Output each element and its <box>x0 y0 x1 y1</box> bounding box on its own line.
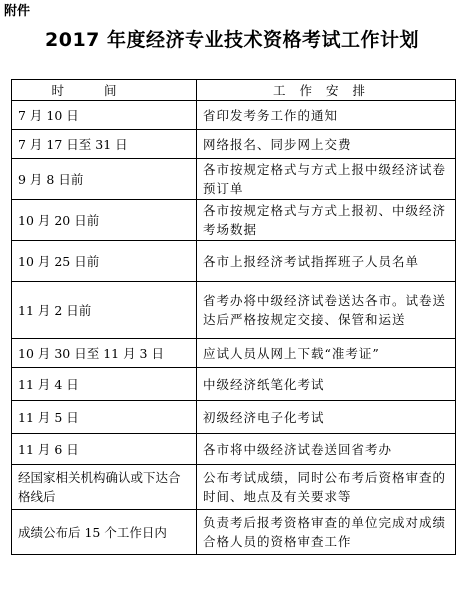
time-cell: 7 月 10 日 <box>12 101 197 130</box>
time-cell: 7 月 17 日至 31 日 <box>12 130 197 159</box>
time-cell: 11 月 5 日 <box>12 401 197 434</box>
time-cell: 经国家相关机构确认或下达合格线后 <box>12 465 197 510</box>
attachment-label: 附件 <box>4 4 31 19</box>
task-cell: 应试人员从网上下载“准考证” <box>197 339 456 368</box>
task-cell: 网络报名、同步网上交费 <box>197 130 456 159</box>
table-row <box>12 368 456 401</box>
time-cell: 10 月 25 日前 <box>12 241 197 282</box>
header-task: 工作安排 <box>197 80 456 101</box>
header-time: 时间 <box>12 80 197 101</box>
table-row <box>12 282 456 339</box>
task-cell: 初级经济电子化考试 <box>197 401 456 434</box>
table-row <box>12 159 456 200</box>
table-row <box>12 241 456 282</box>
time-cell: 10 月 20 日前 <box>12 200 197 241</box>
task-cell: 各市上报经济考试指挥班子人员名单 <box>197 241 456 282</box>
task-cell: 公布考试成绩，同时公布考后资格审查的时间、地点及有关要求等 <box>197 465 456 510</box>
time-cell: 11 月 4 日 <box>12 368 197 401</box>
task-cell: 中级经济纸笔化考试 <box>197 368 456 401</box>
table-row <box>12 465 456 510</box>
task-cell: 负责考后报考资格审查的单位完成对成绩合格人员的资格审查工作 <box>197 510 456 555</box>
task-cell: 省考办将中级经济试卷送达各市。试卷送达后严格按规定交接、保管和运送 <box>197 282 456 339</box>
task-cell: 各市将中级经济试卷送回省考办 <box>197 434 456 465</box>
table-row <box>12 200 456 241</box>
time-cell: 成绩公布后 15 个工作日内 <box>12 510 197 555</box>
table-header-row <box>12 80 456 101</box>
table-row <box>12 510 456 555</box>
table-row <box>12 434 456 465</box>
time-cell: 11 月 6 日 <box>12 434 197 465</box>
table-row <box>12 339 456 368</box>
time-cell: 9 月 8 日前 <box>12 159 197 200</box>
time-cell: 10 月 30 日至 11 月 3 日 <box>12 339 197 368</box>
task-cell: 各市按规定格式与方式上报初、中级经济考场数据 <box>197 200 456 241</box>
table-row <box>12 101 456 130</box>
task-cell: 省印发考务工作的通知 <box>197 101 456 130</box>
time-cell: 11 月 2 日前 <box>12 282 197 339</box>
table-row <box>12 401 456 434</box>
work-plan-table <box>11 79 456 555</box>
table-row <box>12 130 456 159</box>
task-cell: 各市按规定格式与方式上报中级经济试卷预订单 <box>197 159 456 200</box>
document-title: 2017 年度经济专业技术资格考试工作计划 <box>45 29 419 51</box>
